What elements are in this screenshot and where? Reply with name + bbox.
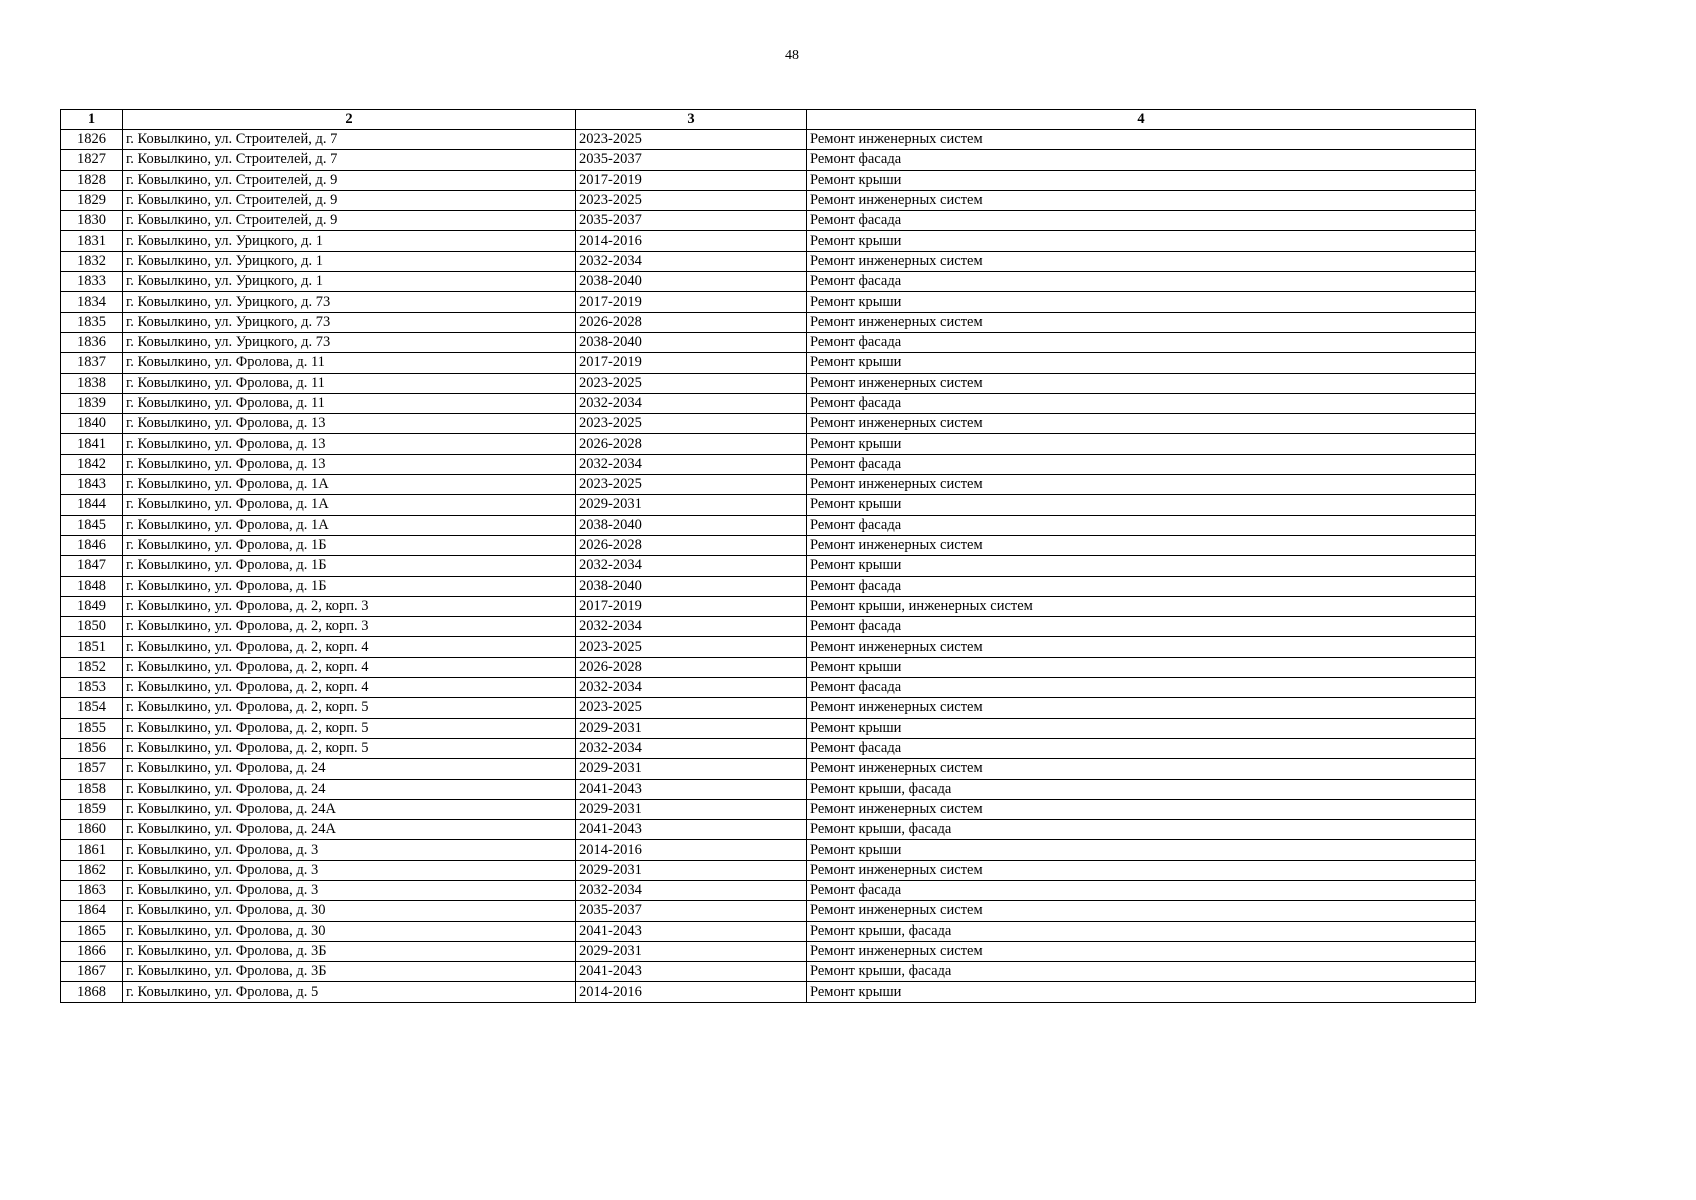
address-cell: г. Ковылкино, ул. Урицкого, д. 73: [123, 292, 576, 312]
address-cell: г. Ковылкино, ул. Фролова, д. 13: [123, 434, 576, 454]
row-number-cell: 1856: [61, 738, 123, 758]
work-type-cell: Ремонт крыши, фасада: [807, 921, 1476, 941]
address-cell: г. Ковылкино, ул. Фролова, д. 24: [123, 779, 576, 799]
period-cell: 2017-2019: [576, 353, 807, 373]
row-number-cell: 1832: [61, 251, 123, 271]
address-cell: г. Ковылкино, ул. Урицкого, д. 1: [123, 272, 576, 292]
work-type-cell: Ремонт крыши: [807, 292, 1476, 312]
work-type-cell: Ремонт крыши: [807, 434, 1476, 454]
address-cell: г. Ковылкино, ул. Урицкого, д. 73: [123, 332, 576, 352]
address-cell: г. Ковылкино, ул. Фролова, д. 13: [123, 414, 576, 434]
work-type-cell: Ремонт инженерных систем: [807, 860, 1476, 880]
address-cell: г. Ковылкино, ул. Фролова, д. 1Б: [123, 556, 576, 576]
period-cell: 2026-2028: [576, 434, 807, 454]
row-number-cell: 1851: [61, 637, 123, 657]
work-type-cell: Ремонт инженерных систем: [807, 190, 1476, 210]
period-cell: 2041-2043: [576, 962, 807, 982]
period-cell: 2032-2034: [576, 556, 807, 576]
period-cell: 2038-2040: [576, 272, 807, 292]
column-header-4: 4: [807, 110, 1476, 130]
table-row: [61, 434, 1476, 454]
table-row: [61, 779, 1476, 799]
address-cell: г. Ковылкино, ул. Фролова, д. 5: [123, 982, 576, 1002]
row-number-cell: 1868: [61, 982, 123, 1002]
address-cell: г. Ковылкино, ул. Фролова, д. 30: [123, 921, 576, 941]
table-row: [61, 393, 1476, 413]
address-cell: г. Ковылкино, ул. Урицкого, д. 1: [123, 231, 576, 251]
work-type-cell: Ремонт фасада: [807, 272, 1476, 292]
address-cell: г. Ковылкино, ул. Фролова, д. 13: [123, 454, 576, 474]
work-type-cell: Ремонт крыши, фасада: [807, 820, 1476, 840]
row-number-cell: 1863: [61, 880, 123, 900]
row-number-cell: 1861: [61, 840, 123, 860]
table-row: [61, 312, 1476, 332]
row-number-cell: 1835: [61, 312, 123, 332]
work-type-cell: Ремонт фасада: [807, 332, 1476, 352]
work-type-cell: Ремонт крыши: [807, 170, 1476, 190]
row-number-cell: 1839: [61, 393, 123, 413]
address-cell: г. Ковылкино, ул. Строителей, д. 9: [123, 190, 576, 210]
period-cell: 2014-2016: [576, 231, 807, 251]
table-row: [61, 982, 1476, 1002]
table-row: [61, 678, 1476, 698]
period-cell: 2017-2019: [576, 596, 807, 616]
table-row: [61, 718, 1476, 738]
table-row: [61, 880, 1476, 900]
row-number-cell: 1828: [61, 170, 123, 190]
period-cell: 2023-2025: [576, 190, 807, 210]
period-cell: 2032-2034: [576, 454, 807, 474]
period-cell: 2029-2031: [576, 941, 807, 961]
address-cell: г. Ковылкино, ул. Урицкого, д. 73: [123, 312, 576, 332]
address-cell: г. Ковылкино, ул. Урицкого, д. 1: [123, 251, 576, 271]
address-cell: г. Ковылкино, ул. Строителей, д. 7: [123, 150, 576, 170]
address-cell: г. Ковылкино, ул. Фролова, д. 2, корп. 4: [123, 657, 576, 677]
work-type-cell: Ремонт крыши, инженерных систем: [807, 596, 1476, 616]
row-number-cell: 1848: [61, 576, 123, 596]
table-row: [61, 414, 1476, 434]
row-number-cell: 1866: [61, 941, 123, 961]
work-type-cell: Ремонт фасада: [807, 515, 1476, 535]
row-number-cell: 1853: [61, 678, 123, 698]
period-cell: 2032-2034: [576, 678, 807, 698]
table-row: [61, 495, 1476, 515]
table-header: [61, 110, 1476, 130]
row-number-cell: 1852: [61, 657, 123, 677]
period-cell: 2014-2016: [576, 840, 807, 860]
row-number-cell: 1837: [61, 353, 123, 373]
row-number-cell: 1846: [61, 535, 123, 555]
work-type-cell: Ремонт инженерных систем: [807, 535, 1476, 555]
period-cell: 2017-2019: [576, 170, 807, 190]
row-number-cell: 1844: [61, 495, 123, 515]
table-row: [61, 799, 1476, 819]
work-type-cell: Ремонт инженерных систем: [807, 799, 1476, 819]
table-row: [61, 657, 1476, 677]
repair-schedule-table: [60, 109, 1476, 1003]
work-type-cell: Ремонт фасада: [807, 880, 1476, 900]
table-row: [61, 292, 1476, 312]
period-cell: 2035-2037: [576, 211, 807, 231]
period-cell: 2038-2040: [576, 576, 807, 596]
table-row: [61, 170, 1476, 190]
table-row: [61, 535, 1476, 555]
row-number-cell: 1834: [61, 292, 123, 312]
work-type-cell: Ремонт инженерных систем: [807, 414, 1476, 434]
work-type-cell: Ремонт крыши: [807, 840, 1476, 860]
period-cell: 2023-2025: [576, 637, 807, 657]
work-type-cell: Ремонт инженерных систем: [807, 901, 1476, 921]
table-row: [61, 211, 1476, 231]
address-cell: г. Ковылкино, ул. Фролова, д. 1Б: [123, 535, 576, 555]
address-cell: г. Ковылкино, ул. Фролова, д. 2, корп. 4: [123, 637, 576, 657]
table-row: [61, 941, 1476, 961]
period-cell: 2041-2043: [576, 921, 807, 941]
table-row: [61, 759, 1476, 779]
address-cell: г. Ковылкино, ул. Фролова, д. 3: [123, 840, 576, 860]
work-type-cell: Ремонт фасада: [807, 738, 1476, 758]
row-number-cell: 1836: [61, 332, 123, 352]
work-type-cell: Ремонт инженерных систем: [807, 312, 1476, 332]
row-number-cell: 1826: [61, 130, 123, 150]
row-number-cell: 1857: [61, 759, 123, 779]
work-type-cell: Ремонт фасада: [807, 211, 1476, 231]
work-type-cell: Ремонт крыши: [807, 353, 1476, 373]
period-cell: 2014-2016: [576, 982, 807, 1002]
address-cell: г. Ковылкино, ул. Строителей, д. 7: [123, 130, 576, 150]
row-number-cell: 1845: [61, 515, 123, 535]
work-type-cell: Ремонт фасада: [807, 454, 1476, 474]
address-cell: г. Ковылкино, ул. Фролова, д. 30: [123, 901, 576, 921]
row-number-cell: 1850: [61, 617, 123, 637]
table-row: [61, 130, 1476, 150]
period-cell: 2023-2025: [576, 414, 807, 434]
row-number-cell: 1833: [61, 272, 123, 292]
table-row: [61, 576, 1476, 596]
address-cell: г. Ковылкино, ул. Фролова, д. 1Б: [123, 576, 576, 596]
table-row: [61, 556, 1476, 576]
work-type-cell: Ремонт крыши: [807, 718, 1476, 738]
period-cell: 2035-2037: [576, 901, 807, 921]
table-body: [61, 130, 1476, 1003]
row-number-cell: 1854: [61, 698, 123, 718]
address-cell: г. Ковылкино, ул. Фролова, д. 2, корп. 5: [123, 718, 576, 738]
work-type-cell: Ремонт фасада: [807, 678, 1476, 698]
table-row: [61, 454, 1476, 474]
row-number-cell: 1841: [61, 434, 123, 454]
row-number-cell: 1865: [61, 921, 123, 941]
address-cell: г. Ковылкино, ул. Фролова, д. 24А: [123, 799, 576, 819]
work-type-cell: Ремонт фасада: [807, 617, 1476, 637]
work-type-cell: Ремонт крыши: [807, 495, 1476, 515]
work-type-cell: Ремонт инженерных систем: [807, 637, 1476, 657]
row-number-cell: 1838: [61, 373, 123, 393]
work-type-cell: Ремонт крыши: [807, 556, 1476, 576]
page-number: 48: [785, 48, 799, 63]
period-cell: 2038-2040: [576, 515, 807, 535]
table-row: [61, 596, 1476, 616]
period-cell: 2029-2031: [576, 759, 807, 779]
table-row: [61, 698, 1476, 718]
period-cell: 2029-2031: [576, 799, 807, 819]
work-type-cell: Ремонт крыши: [807, 231, 1476, 251]
address-cell: г. Ковылкино, ул. Фролова, д. 2, корп. 3: [123, 596, 576, 616]
table-row: [61, 738, 1476, 758]
period-cell: 2035-2037: [576, 150, 807, 170]
address-cell: г. Ковылкино, ул. Фролова, д. 2, корп. 4: [123, 678, 576, 698]
table-row: [61, 332, 1476, 352]
table-row: [61, 921, 1476, 941]
column-header-2: 2: [123, 110, 576, 130]
work-type-cell: Ремонт крыши: [807, 982, 1476, 1002]
header-row: [61, 110, 1476, 130]
column-header-3: 3: [576, 110, 807, 130]
period-cell: 2041-2043: [576, 779, 807, 799]
row-number-cell: 1858: [61, 779, 123, 799]
column-header-1: 1: [61, 110, 123, 130]
work-type-cell: Ремонт инженерных систем: [807, 373, 1476, 393]
address-cell: г. Ковылкино, ул. Фролова, д. 3: [123, 880, 576, 900]
table-row: [61, 840, 1476, 860]
work-type-cell: Ремонт фасада: [807, 576, 1476, 596]
row-number-cell: 1867: [61, 962, 123, 982]
table-row: [61, 475, 1476, 495]
period-cell: 2023-2025: [576, 698, 807, 718]
work-type-cell: Ремонт инженерных систем: [807, 698, 1476, 718]
period-cell: 2029-2031: [576, 495, 807, 515]
address-cell: г. Ковылкино, ул. Фролова, д. 3Б: [123, 941, 576, 961]
address-cell: г. Ковылкино, ул. Фролова, д. 1А: [123, 475, 576, 495]
period-cell: 2032-2034: [576, 251, 807, 271]
row-number-cell: 1855: [61, 718, 123, 738]
period-cell: 2029-2031: [576, 718, 807, 738]
work-type-cell: Ремонт инженерных систем: [807, 251, 1476, 271]
table-row: [61, 617, 1476, 637]
work-type-cell: Ремонт инженерных систем: [807, 475, 1476, 495]
period-cell: 2032-2034: [576, 880, 807, 900]
work-type-cell: Ремонт фасада: [807, 393, 1476, 413]
row-number-cell: 1827: [61, 150, 123, 170]
address-cell: г. Ковылкино, ул. Фролова, д. 24: [123, 759, 576, 779]
row-number-cell: 1840: [61, 414, 123, 434]
table-row: [61, 820, 1476, 840]
period-cell: 2029-2031: [576, 860, 807, 880]
table-row: [61, 353, 1476, 373]
period-cell: 2032-2034: [576, 617, 807, 637]
work-type-cell: Ремонт инженерных систем: [807, 759, 1476, 779]
row-number-cell: 1830: [61, 211, 123, 231]
address-cell: г. Ковылкино, ул. Фролова, д. 1А: [123, 515, 576, 535]
address-cell: г. Ковылкино, ул. Фролова, д. 2, корп. 5: [123, 698, 576, 718]
address-cell: г. Ковылкино, ул. Фролова, д. 3: [123, 860, 576, 880]
row-number-cell: 1862: [61, 860, 123, 880]
table-row: [61, 272, 1476, 292]
row-number-cell: 1849: [61, 596, 123, 616]
period-cell: 2023-2025: [576, 475, 807, 495]
table-row: [61, 637, 1476, 657]
work-type-cell: Ремонт фасада: [807, 150, 1476, 170]
row-number-cell: 1843: [61, 475, 123, 495]
address-cell: г. Ковылкино, ул. Строителей, д. 9: [123, 211, 576, 231]
row-number-cell: 1860: [61, 820, 123, 840]
row-number-cell: 1829: [61, 190, 123, 210]
address-cell: г. Ковылкино, ул. Фролова, д. 11: [123, 373, 576, 393]
table-row: [61, 150, 1476, 170]
table-row: [61, 860, 1476, 880]
period-cell: 2026-2028: [576, 312, 807, 332]
address-cell: г. Ковылкино, ул. Фролова, д. 2, корп. 5: [123, 738, 576, 758]
table-row: [61, 190, 1476, 210]
table-row: [61, 231, 1476, 251]
period-cell: 2023-2025: [576, 130, 807, 150]
table-row: [61, 962, 1476, 982]
table-row: [61, 373, 1476, 393]
row-number-cell: 1864: [61, 901, 123, 921]
period-cell: 2041-2043: [576, 820, 807, 840]
work-type-cell: Ремонт крыши: [807, 657, 1476, 677]
work-type-cell: Ремонт инженерных систем: [807, 941, 1476, 961]
row-number-cell: 1831: [61, 231, 123, 251]
address-cell: г. Ковылкино, ул. Фролова, д. 1А: [123, 495, 576, 515]
address-cell: г. Ковылкино, ул. Фролова, д. 3Б: [123, 962, 576, 982]
row-number-cell: 1847: [61, 556, 123, 576]
row-number-cell: 1842: [61, 454, 123, 474]
address-cell: г. Ковылкино, ул. Фролова, д. 24А: [123, 820, 576, 840]
work-type-cell: Ремонт крыши, фасада: [807, 779, 1476, 799]
period-cell: 2032-2034: [576, 393, 807, 413]
period-cell: 2023-2025: [576, 373, 807, 393]
table-row: [61, 515, 1476, 535]
address-cell: г. Ковылкино, ул. Строителей, д. 9: [123, 170, 576, 190]
work-type-cell: Ремонт инженерных систем: [807, 130, 1476, 150]
address-cell: г. Ковылкино, ул. Фролова, д. 2, корп. 3: [123, 617, 576, 637]
table-row: [61, 901, 1476, 921]
period-cell: 2032-2034: [576, 738, 807, 758]
address-cell: г. Ковылкино, ул. Фролова, д. 11: [123, 393, 576, 413]
work-type-cell: Ремонт крыши, фасада: [807, 962, 1476, 982]
period-cell: 2017-2019: [576, 292, 807, 312]
period-cell: 2038-2040: [576, 332, 807, 352]
table-row: [61, 251, 1476, 271]
row-number-cell: 1859: [61, 799, 123, 819]
address-cell: г. Ковылкино, ул. Фролова, д. 11: [123, 353, 576, 373]
period-cell: 2026-2028: [576, 535, 807, 555]
period-cell: 2026-2028: [576, 657, 807, 677]
